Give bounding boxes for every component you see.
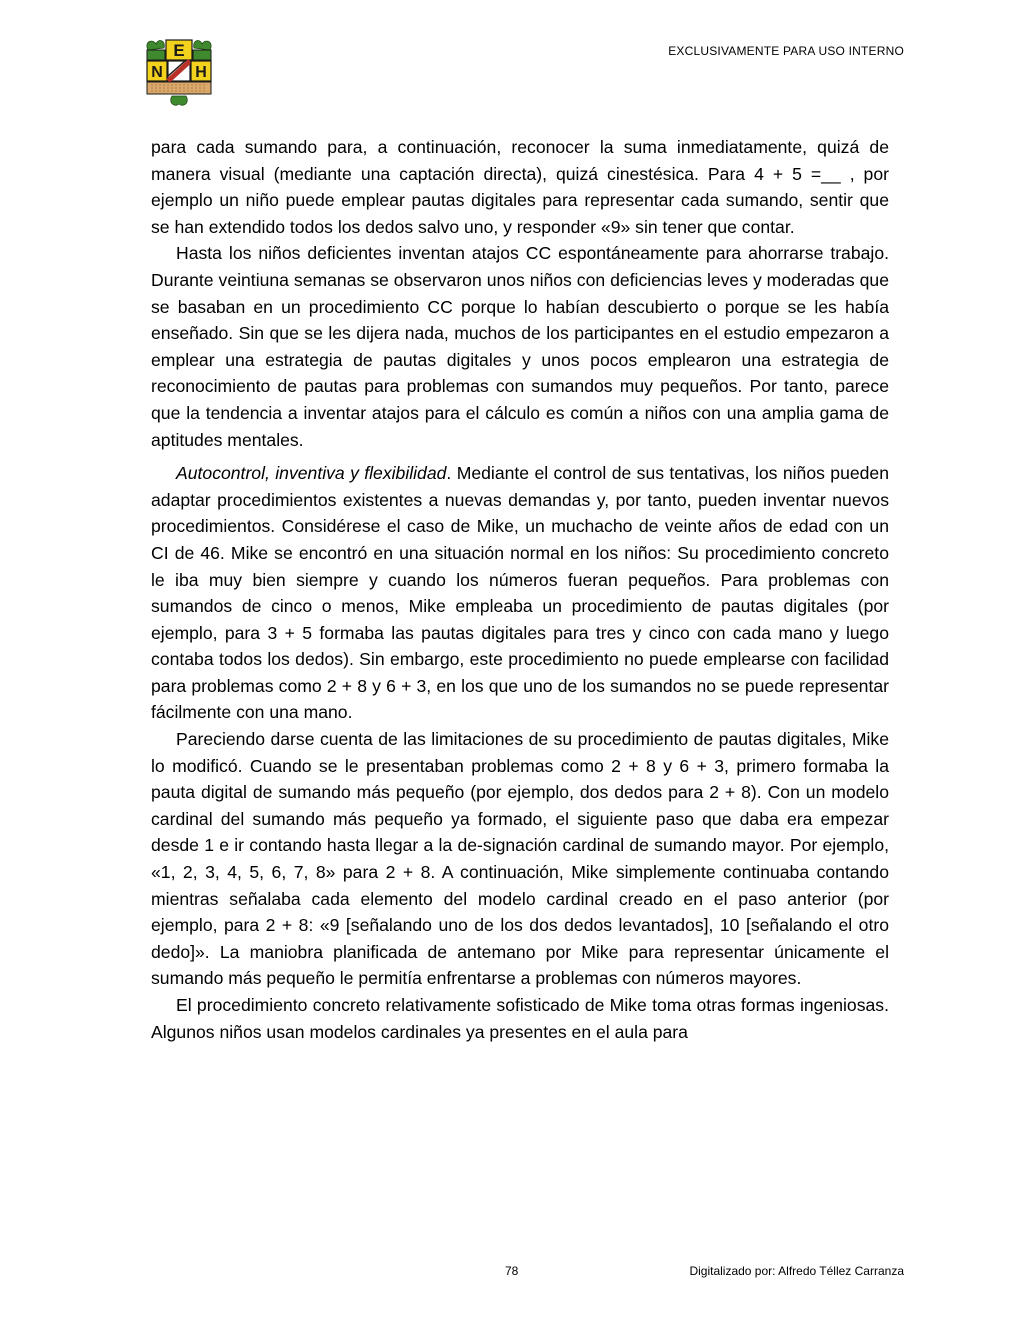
paragraph: Pareciendo darse cuenta de las limitaciones de su procedimiento de pautas digitales, Mike lo modificó. Cuando se le presentaban problemas como 2 + 8 y 6 + 3, primero formaba la pauta digital de sumando más pequeño (por ejemplo, dos dedos para 2 + 8). Con un modelo cardinal del sumando más pequeño ya formado, el siguiente paso que daba era empezar desde 1 e ir contando hasta llegar a la de-signación cardinal de sumando mayor. Por ejemplo, «1, 2, 3, 4, 5, 6, 7, 8» para 2 + 8. A continuación, Mike simplemente continuaba contando mientras señalaba cada elemento del modelo cardinal creado en el paso anterior (por ejemplo, para 2 + 8: «9 [señalando uno de los dos dedos levantados], 10 [señalando el otro dedo]». La maniobra planificada de antemano por Mike para representar únicamente el sumando más pequeño le permitía enfrentarse a problemas con números mayores.: [151, 729, 889, 989]
logo-emblem-icon: [144, 38, 214, 110]
paragraph-text: . Mediante el control de sus tentativas, los niños pueden adaptar procedimientos existentes a nuevas demandas y, por tanto, pueden inventar nuevos procedimientos. Considérese el caso de Mike, un muchacho de veinte años de edad con un CI de 46. Mike se encontró en una situación normal en los niños: Su procedimiento concreto le iba muy bien siempre y cuando los números fueran pequeños. Para problemas con sumandos de cinco o menos, Mike empleaba un procedimiento de pautas digitales (por ejemplo, para 3 + 5 formaba las pautas digitales para tres y cinco con cada mano y luego contaba todos los dedos). Sin embargo, este procedimiento no puede emplearse con facilidad para problemas como 2 + 8 y 6 + 3, en los que uno de los sumandos no se puede representar fácilmente con una mano.: [151, 463, 889, 723]
paragraph: Hasta los niños deficientes inventan atajos CC espontáneamente para ahorrarse trabajo. Durante veintiuna semanas se observaron unos niños con deficiencias leves y moderadas que se basaban en un procedimiento CC porque lo habían descubierto o porque se les había enseñado. Sin que se les dijera nada, muchos de los participantes en el estudio empezaron a emplear una estrategia de pautas digitales y unos pocos emplearon una estrategia de reconocimiento de pautas para problemas con sumandos muy pequeños. Por tanto, parece que la tendencia a inventar atajos para el cálculo es común a niños con una amplia gama de aptitudes mentales.: [151, 243, 889, 450]
svg-text:E: E: [173, 41, 185, 60]
paragraph: para cada sumando para, a continuación, reconocer la suma inmediatamente, quizá de manera visual (mediante una captación directa), quizá cinestésica. Para 4 + 5 =__ , por ejemplo un niño puede emplear pautas digitales para representar cada sumando, sentir que se han extendido todos los dedos salvo uno, y responder «9» sin tener que contar.: [151, 137, 889, 237]
document-body: [151, 134, 889, 1045]
institution-logo: [144, 38, 214, 110]
paragraph-with-heading: [151, 460, 889, 726]
page-number: 78: [505, 1264, 519, 1278]
svg-text:N: N: [151, 64, 163, 81]
svg-text:H: H: [195, 64, 207, 81]
digitized-credit: Digitalizado por: Alfredo Téllez Carranza: [689, 1264, 904, 1278]
inline-heading: Autocontrol, inventiva y flexibilidad: [176, 463, 447, 484]
header-notice: EXCLUSIVAMENTE PARA USO INTERNO: [668, 44, 904, 58]
paragraph: El procedimiento concreto relativamente sofisticado de Mike toma otras formas ingeniosas. Algunos niños usan modelos cardinales ya presentes en el aula para: [151, 995, 889, 1042]
